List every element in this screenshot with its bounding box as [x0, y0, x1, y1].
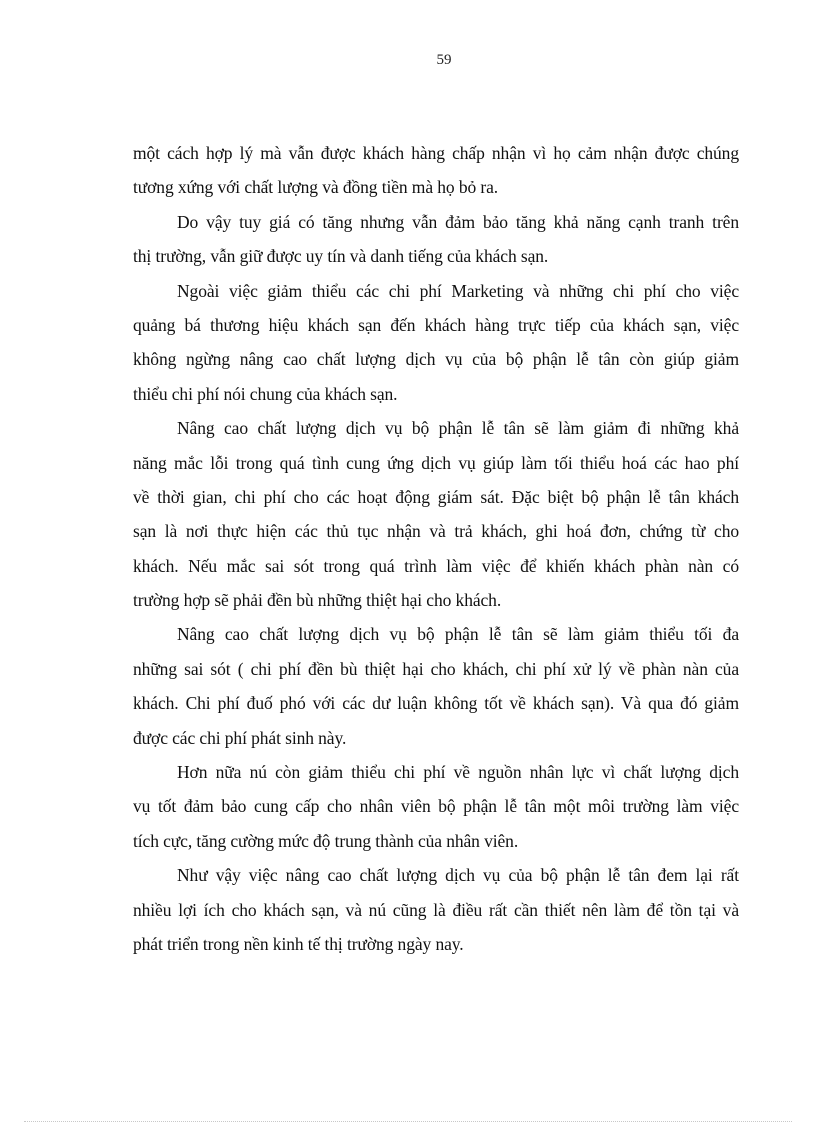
- page-number: 59: [436, 52, 452, 68]
- text-line: Hơn nữa nú còn giảm thiểu chi phí về nguồn nhân lực vì chất lượng dịch: [177, 762, 739, 783]
- text-line: thị trường, vẫn giữ được uy tín và danh tiếng của khách sạn.: [133, 246, 549, 267]
- page-bottom-rule: [24, 1121, 792, 1122]
- text-line: không ngừng nâng cao chất lượng dịch vụ của bộ phận lễ tân còn giúp giảm: [133, 349, 739, 370]
- body-text: [133, 136, 739, 961]
- text-line: Nâng cao chất lượng dịch vụ bộ phận lễ tân sẽ làm giảm thiểu tối đa: [177, 624, 739, 645]
- text-line: nhiều lợi ích cho khách sạn, và nú cũng là điều rất cần thiết nên làm để tồn tại và: [133, 899, 739, 920]
- text-line: sạn là nơi thực hiện các thủ tục nhận và trả khách, ghi hoá đơn, chứng từ cho: [133, 521, 739, 542]
- text-line: những sai sót ( chi phí đền bù thiệt hại cho khách, chi phí xử lý về phàn nàn của: [133, 658, 739, 679]
- text-line: Ngoài việc giảm thiểu các chi phí Marketing và những chi phí cho việc: [177, 280, 739, 301]
- text-line: một cách hợp lý mà vẫn được khách hàng chấp nhận vì họ cảm nhận được chúng: [133, 143, 739, 163]
- text-line: tương xứng với chất lượng và đồng tiền mà họ bỏ ra.: [133, 177, 499, 198]
- text-line: khách. Nếu mắc sai sót trong quá trình làm việc để khiến khách phàn nàn có: [133, 555, 739, 576]
- text-line: được các chi phí phát sinh này.: [133, 727, 347, 748]
- text-line: Do vậy tuy giá có tăng nhưng vẫn đảm bảo tăng khả năng cạnh tranh trên: [177, 211, 739, 232]
- text-line: quảng bá thương hiệu khách sạn đến khách hàng trực tiếp của khách sạn, việc: [133, 314, 739, 335]
- text-line: năng mắc lỗi trong quá tình cung ứng dịch vụ giúp làm tối thiểu hoá các hao phí: [133, 452, 739, 473]
- text-line: trường hợp sẽ phải đền bù những thiệt hại cho khách.: [133, 590, 502, 611]
- text-line: Như vậy việc nâng cao chất lượng dịch vụ của bộ phận lễ tân đem lại rất: [177, 865, 739, 886]
- text-line: phát triển trong nền kinh tế thị trường ngày nay.: [133, 933, 464, 954]
- text-line: khách. Chi phí đuố phó với các dư luận không tốt về khách sạn). Và qua đó giảm: [133, 693, 739, 714]
- text-line: thiểu chi phí nói chung của khách sạn.: [133, 383, 398, 404]
- text-line: vụ tốt đảm bảo cung cấp cho nhân viên bộ phận lễ tân một môi trường làm việc: [133, 796, 739, 817]
- text-line: Nâng cao chất lượng dịch vụ bộ phận lễ tân sẽ làm giảm đi những khả: [177, 418, 739, 439]
- text-line: tích cực, tăng cường mức độ trung thành của nhân viên.: [133, 830, 519, 851]
- text-line: về thời gian, chi phí cho các hoạt động giám sát. Đặc biệt bộ phận lễ tân khách: [133, 486, 739, 507]
